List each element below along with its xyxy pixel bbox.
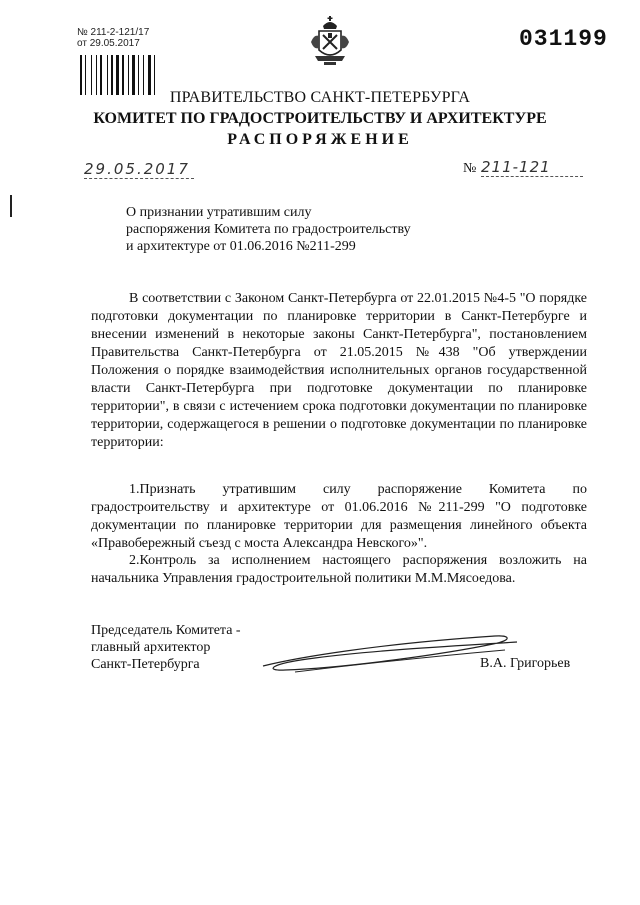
signatory-name: В.А. Григорьев	[480, 656, 571, 671]
margin-mark	[10, 195, 12, 217]
government-title: ПРАВИТЕЛЬСТВО САНКТ-ПЕТЕРБУРГА	[169, 89, 471, 106]
preamble-paragraph: В соответствии с Законом Санкт-Петербурга от 22.01.2015 №4-5 "О порядке подготовки документации по планировке территории в Санкт-Петербурге и внесении изменений в некоторые законы Санкт-Петербурга", постановлением Правительства Санкт-Петербурга от 21.05.2015 №438 "Об утверждении Положения о порядке взаимодействия исполнительных органов государственной власти Санкт-Петербурга при подготовке документации по планировке территории", в связи с истечением срока подготовки документации по планировке территории, содержащегося в решении о подготовке документации по планировке территории:	[91, 291, 587, 450]
committee-title: КОМИТЕТ ПО ГРАДОСТРОИТЕЛЬСТВУ И АРХИТЕКТУРЕ	[93, 110, 547, 127]
signatory-title-line: Санкт-Петербурга	[91, 657, 200, 672]
order-subject	[126, 204, 456, 255]
document-serial-number: 031199	[519, 26, 608, 52]
order-number-label: №	[463, 161, 477, 176]
order-number-handwritten: 211-121	[481, 158, 583, 177]
document-type-title: РАСПОРЯЖЕНИЕ	[227, 131, 413, 148]
subject-line: и архитектуре от 01.06.2016 №211-299	[126, 239, 356, 254]
registration-date: от 29.05.2017	[77, 38, 140, 49]
coat-of-arms-emblem	[309, 16, 351, 68]
signatory-title-line: главный архитектор	[91, 640, 211, 655]
registration-stamp	[77, 27, 149, 49]
registration-number: № 211-2-121/17	[77, 27, 150, 38]
clause-2-paragraph: 2.Контроль за исполнением настоящего распоряжения возложить на начальника Управления градостроительной политики М.М.Мясоедова.	[91, 553, 587, 586]
signatory-title-line: Председатель Комитета -	[91, 623, 241, 638]
clause-1-paragraph: 1.Признать утратившим силу распоряжение Комитета по градостроительству и архитектуре от 01.06.2016 №211-299 "О подготовке документации по планировке территории для размещения линейного объекта «Правобережный съезд с моста Александра Невского»".	[91, 482, 587, 551]
subject-line: О признании утратившим силу	[126, 205, 312, 220]
order-date-handwritten: 29.05.2017	[84, 160, 194, 179]
signatory-title	[91, 622, 241, 673]
subject-line: распоряжения Комитета по градостроительству	[126, 222, 411, 237]
